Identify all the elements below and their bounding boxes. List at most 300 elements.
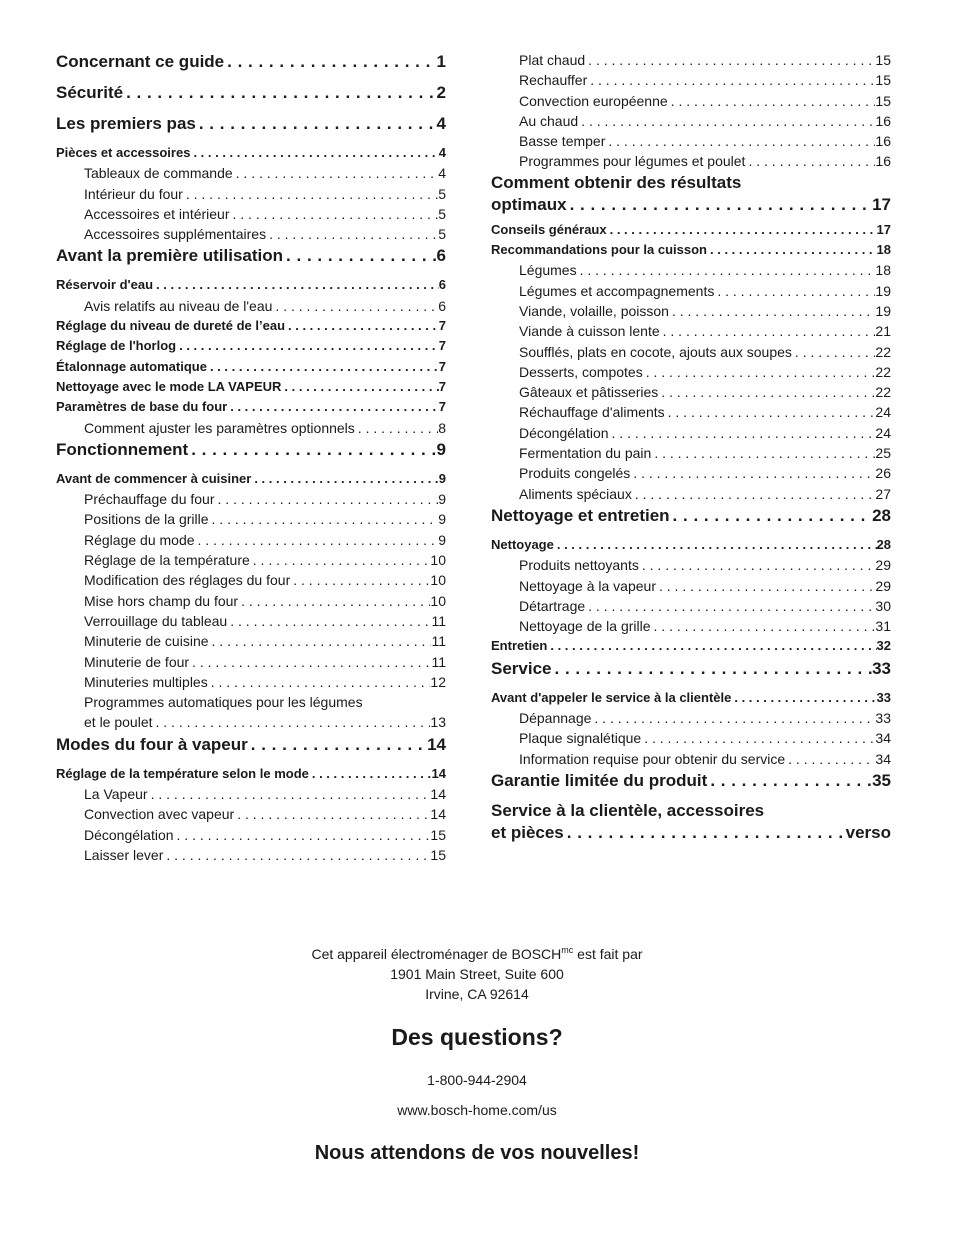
dot-leader bbox=[578, 111, 875, 131]
toc-subsection-title: Minuterie de four bbox=[84, 653, 190, 670]
toc-page-number: 2 bbox=[436, 83, 446, 102]
address-line-1: 1901 Main Street, Suite 600 bbox=[390, 966, 564, 982]
dot-leader bbox=[188, 438, 436, 462]
dot-leader bbox=[230, 204, 439, 224]
dot-leader bbox=[183, 184, 438, 204]
dot-leader bbox=[285, 316, 439, 336]
toc-subsection[interactable] bbox=[56, 825, 446, 845]
toc-subsection[interactable] bbox=[56, 530, 446, 550]
toc-subsection[interactable] bbox=[491, 151, 891, 171]
toc-page-number: 24 bbox=[875, 404, 891, 421]
toc-page-number: 31 bbox=[875, 618, 891, 635]
dot-leader bbox=[665, 402, 876, 422]
toc-section-title: Réglage du niveau de dureté de l’eau bbox=[56, 318, 286, 334]
toc-page-number: 16 bbox=[875, 133, 891, 150]
toc-page-number: 19 bbox=[875, 302, 891, 319]
dot-leader bbox=[227, 397, 439, 417]
manufacturer-line bbox=[0, 940, 954, 964]
toc-page-number: 22 bbox=[875, 384, 891, 401]
toc-subsection[interactable] bbox=[56, 550, 446, 570]
toc-page-number: 16 bbox=[875, 153, 891, 170]
toc-page-number: verso bbox=[845, 822, 891, 842]
dot-leader bbox=[123, 81, 436, 105]
toc-subsection[interactable] bbox=[491, 301, 891, 321]
toc-page-number: 5 bbox=[438, 185, 446, 202]
dot-leader bbox=[248, 733, 427, 757]
manufacturer-text: Cet appareil électroménager de BOSCH bbox=[311, 946, 562, 962]
dot-leader bbox=[190, 143, 438, 163]
toc-page-number: 6 bbox=[438, 277, 446, 293]
toc-page-number: 29 bbox=[875, 557, 891, 574]
dot-leader bbox=[591, 708, 875, 728]
toc-page-number: 18 bbox=[875, 262, 891, 279]
toc-chapter-title: Comment obtenir des résultats bbox=[491, 172, 742, 192]
toc-subsection-title: Nettoyage à la vapeur bbox=[519, 577, 656, 594]
toc-page-number: 18 bbox=[876, 242, 891, 258]
toc-section-title: Réglage de la température selon le mode bbox=[56, 765, 309, 781]
contact-footer bbox=[0, 940, 954, 1165]
toc-page-number: 33 bbox=[875, 710, 891, 727]
toc-subsection-title: Laisser lever bbox=[84, 846, 164, 863]
toc-page-number: 33 bbox=[872, 658, 891, 678]
toc-page-number: 21 bbox=[875, 323, 891, 340]
toc-subsection[interactable] bbox=[56, 631, 446, 651]
toc-chapter[interactable] bbox=[491, 769, 891, 800]
dot-leader bbox=[290, 570, 430, 590]
manufacturer-text-end: est fait par bbox=[573, 946, 643, 962]
dot-leader bbox=[554, 535, 877, 555]
toc-subsection[interactable] bbox=[56, 804, 446, 824]
toc-page-number: 9 bbox=[438, 470, 446, 486]
dot-leader bbox=[668, 91, 876, 111]
toc-page-number: 1 bbox=[436, 52, 446, 71]
dot-leader bbox=[714, 281, 875, 301]
toc-section[interactable] bbox=[491, 636, 891, 656]
toc-page-number: 15 bbox=[430, 826, 446, 843]
dot-leader bbox=[567, 194, 873, 216]
toc-section-title: Avant de commencer à cuisiner bbox=[56, 470, 252, 486]
toc-subsection-title: Fermentation du pain bbox=[519, 445, 652, 462]
toc-subsection[interactable] bbox=[56, 184, 446, 204]
toc-page-number: 5 bbox=[438, 205, 446, 222]
toc-chapter[interactable] bbox=[56, 112, 446, 143]
dot-leader bbox=[630, 463, 875, 483]
dot-leader bbox=[669, 301, 875, 321]
toc-right-column bbox=[491, 50, 891, 848]
toc-subsection-title: Avis relatifs au niveau de l'eau bbox=[84, 297, 273, 314]
toc-subsection-title: Dépannage bbox=[519, 710, 592, 727]
toc-subsection-title: Réglage du mode bbox=[84, 531, 195, 548]
toc-page-number: 26 bbox=[875, 465, 891, 482]
toc-chapter[interactable] bbox=[491, 504, 891, 535]
toc-chapter-title-cont: optimaux bbox=[491, 194, 567, 214]
dot-leader bbox=[607, 220, 877, 240]
toc-chapter-title-cont: et pièces bbox=[491, 822, 564, 842]
dot-leader bbox=[651, 443, 875, 463]
toc-page-number: 33 bbox=[876, 689, 891, 705]
toc-page-number: 17 bbox=[876, 221, 891, 237]
dot-leader bbox=[233, 163, 439, 183]
toc-left-column bbox=[56, 50, 446, 865]
toc-subsection[interactable] bbox=[491, 749, 891, 769]
dot-leader bbox=[153, 712, 431, 732]
dot-leader bbox=[785, 749, 875, 769]
toc-chapter[interactable] bbox=[491, 657, 891, 688]
toc-subsection-title: Décongélation bbox=[84, 826, 174, 843]
toc-subsection-title: Modification des réglages du four bbox=[84, 572, 291, 589]
toc-section[interactable] bbox=[491, 220, 891, 240]
toc-section-title: Avant d'appeler le service à la clientèle bbox=[491, 689, 732, 705]
dot-leader bbox=[281, 377, 438, 397]
toc-subsection-title: Viande à cuisson lente bbox=[519, 323, 660, 340]
toc-subsection-title: Préchauffage du four bbox=[84, 491, 215, 508]
toc-section[interactable] bbox=[56, 377, 446, 397]
dot-leader bbox=[731, 688, 876, 708]
toc-subsection[interactable] bbox=[56, 224, 446, 244]
toc-page-number: 4 bbox=[438, 165, 446, 182]
toc-page-number: 10 bbox=[430, 592, 446, 609]
toc-subsection-title: Convection européenne bbox=[519, 92, 668, 109]
toc-subsection-title: Mise hors champ du four bbox=[84, 592, 239, 609]
toc-page-number: 7 bbox=[438, 378, 446, 394]
toc-subsection[interactable] bbox=[56, 611, 446, 631]
toc-subsection[interactable] bbox=[491, 50, 891, 70]
toc-section[interactable] bbox=[491, 240, 891, 260]
toc-page-number: 12 bbox=[430, 673, 446, 690]
toc-subsection[interactable] bbox=[56, 591, 446, 611]
toc-subsection[interactable] bbox=[56, 652, 446, 672]
toc-entry-continued: Programmes automatiques pour les légumes bbox=[84, 694, 363, 711]
toc-section[interactable] bbox=[56, 469, 446, 489]
toc-subsection-title: Produits congelés bbox=[519, 465, 631, 482]
toc-subsection-title: Nettoyage de la grille bbox=[519, 618, 651, 635]
dot-leader bbox=[632, 484, 876, 504]
toc-subsection[interactable] bbox=[491, 463, 891, 483]
dot-leader bbox=[209, 509, 439, 529]
toc-page-number: 28 bbox=[872, 505, 891, 525]
toc-subsection[interactable] bbox=[491, 131, 891, 151]
toc-chapter-title: Avant la première utilisation bbox=[56, 246, 284, 266]
dot-leader bbox=[224, 50, 436, 74]
toc-subsection[interactable] bbox=[56, 296, 446, 316]
toc-page-number: 34 bbox=[875, 730, 891, 747]
toc-page-number: 16 bbox=[875, 112, 891, 129]
dot-leader bbox=[355, 418, 438, 438]
toc-page-number: 4 bbox=[436, 114, 446, 133]
dot-leader bbox=[547, 636, 876, 656]
dot-leader bbox=[250, 550, 431, 570]
toc-subsection-title: Gâteaux et pâtisseries bbox=[519, 384, 659, 401]
toc-page-number: 24 bbox=[875, 424, 891, 441]
toc-subsection-title: Réglage de la température bbox=[84, 552, 250, 569]
toc-subsection-title: Aliments spéciaux bbox=[519, 485, 632, 502]
toc-subsection-title: Tableaux de commande bbox=[84, 165, 233, 182]
toc-section[interactable] bbox=[56, 357, 446, 377]
toc-subsection-title: Minuteries multiples bbox=[84, 673, 208, 690]
toc-subsection[interactable] bbox=[491, 443, 891, 463]
dot-leader bbox=[148, 784, 431, 804]
toc-page-number: 14 bbox=[430, 786, 446, 803]
toc-section[interactable] bbox=[56, 764, 446, 784]
dot-leader bbox=[585, 596, 875, 616]
toc-chapter-multiline[interactable] bbox=[491, 800, 891, 844]
toc-subsection[interactable] bbox=[56, 845, 446, 865]
toc-chapter-title: Nettoyage et entretien bbox=[491, 505, 670, 525]
toc-chapter-multiline[interactable] bbox=[491, 172, 891, 216]
toc-subsection[interactable] bbox=[491, 91, 891, 111]
dot-leader bbox=[283, 244, 436, 268]
toc-subsection-title: Rechauffer bbox=[519, 72, 588, 89]
toc-page-number: 32 bbox=[876, 638, 891, 654]
toc-chapter[interactable] bbox=[56, 50, 446, 81]
toc-subsection[interactable] bbox=[56, 418, 446, 438]
dot-leader bbox=[196, 112, 437, 136]
toc-page-number: 6 bbox=[438, 297, 446, 314]
dot-leader bbox=[656, 576, 875, 596]
toc-subsection-title: Réchauffage d'aliments bbox=[519, 404, 665, 421]
toc-subsection-title: Détartrage bbox=[519, 597, 586, 614]
toc-section-title: Pièces et accessoires bbox=[56, 145, 191, 160]
dot-leader bbox=[651, 616, 876, 636]
toc-chapter-title: Sécurité bbox=[56, 83, 124, 102]
toc-chapter-title: Service bbox=[491, 658, 552, 678]
questions-heading: Des questions? bbox=[391, 1024, 563, 1050]
toc-subsection[interactable] bbox=[491, 402, 891, 422]
dot-leader bbox=[209, 631, 432, 651]
toc-section-title: Nettoyage avec le mode LA VAPEUR bbox=[56, 378, 282, 394]
toc-subsection[interactable] bbox=[56, 570, 446, 590]
toc-page-number: 10 bbox=[430, 552, 446, 569]
dot-leader bbox=[660, 321, 876, 341]
toc-subsection[interactable] bbox=[491, 576, 891, 596]
toc-subsection-title: Verrouillage du tableau bbox=[84, 612, 228, 629]
toc-chapter-title: Fonctionnement bbox=[56, 439, 189, 459]
toc-page-number: 34 bbox=[875, 750, 891, 767]
toc-subsection-title: Positions de la grille bbox=[84, 511, 209, 528]
toc-page-number: 29 bbox=[875, 577, 891, 594]
toc-chapter[interactable] bbox=[56, 244, 446, 275]
toc-chapter-title: Service à la clientèle, accessoires bbox=[491, 800, 765, 820]
dot-leader bbox=[577, 260, 876, 280]
toc-section[interactable] bbox=[56, 316, 446, 336]
toc-subsection-title: Accessoires et intérieur bbox=[84, 205, 230, 222]
toc-subsection[interactable] bbox=[491, 728, 891, 748]
toc-page-number: 27 bbox=[875, 485, 891, 502]
dot-leader bbox=[174, 825, 431, 845]
dot-leader bbox=[658, 382, 875, 402]
toc-subsection-title: Produits nettoyants bbox=[519, 557, 639, 574]
toc-subsection[interactable] bbox=[491, 596, 891, 616]
address-line-2: Irvine, CA 92614 bbox=[425, 986, 529, 1002]
toc-subsection[interactable] bbox=[491, 111, 891, 131]
toc-chapter[interactable] bbox=[56, 81, 446, 112]
toc-subsection[interactable] bbox=[491, 555, 891, 575]
toc-page-number: 22 bbox=[875, 343, 891, 360]
toc-subsection-title: Intérieur du four bbox=[84, 185, 183, 202]
toc-subsection-title: Programmes pour légumes et poulet bbox=[519, 153, 746, 170]
toc-subsection[interactable] bbox=[56, 489, 446, 509]
toc-page-number: 15 bbox=[875, 92, 891, 109]
toc-page-number: 15 bbox=[875, 72, 891, 89]
dot-leader bbox=[153, 275, 439, 295]
toc-section[interactable] bbox=[491, 688, 891, 708]
toc-page-number: 11 bbox=[431, 633, 446, 650]
toc-subsection[interactable] bbox=[56, 672, 446, 692]
dot-leader bbox=[707, 769, 872, 793]
toc-chapter-title: Concernant ce guide bbox=[56, 52, 225, 71]
toc-subsection[interactable] bbox=[491, 70, 891, 90]
dot-leader bbox=[309, 764, 432, 784]
toc-subsection[interactable] bbox=[56, 509, 446, 529]
toc-section-title: Nettoyage bbox=[491, 536, 554, 552]
toc-page-number: 7 bbox=[438, 358, 446, 374]
toc-section-title: Entretien bbox=[491, 638, 548, 654]
dot-leader bbox=[552, 657, 873, 681]
toc-section[interactable] bbox=[56, 143, 446, 163]
toc-subsection[interactable] bbox=[491, 281, 891, 301]
toc-page-number: 17 bbox=[872, 194, 891, 214]
toc-section[interactable] bbox=[56, 397, 446, 417]
toc-page-number: 11 bbox=[431, 612, 446, 629]
toc-subsection-title: et le poulet bbox=[84, 714, 153, 731]
toc-subsection-title: Légumes et accompagnements bbox=[519, 282, 715, 299]
toc-subsection[interactable] bbox=[491, 382, 891, 402]
toc-subsection[interactable] bbox=[491, 362, 891, 382]
toc-subsection[interactable] bbox=[491, 484, 891, 504]
toc-section-title: Réglage de l'horlog bbox=[56, 338, 177, 354]
toc-subsection[interactable] bbox=[56, 204, 446, 224]
toc-page-number: 35 bbox=[872, 770, 891, 790]
toc-chapter-title: Garantie limitée du produit bbox=[491, 770, 708, 790]
toc-page-number: 4 bbox=[438, 145, 446, 160]
toc-section[interactable] bbox=[56, 275, 446, 295]
dot-leader bbox=[266, 224, 438, 244]
dot-leader bbox=[707, 240, 877, 260]
dot-leader bbox=[189, 652, 431, 672]
toc-subsection[interactable] bbox=[491, 616, 891, 636]
dot-leader bbox=[641, 728, 875, 748]
toc-subsection[interactable] bbox=[56, 784, 446, 804]
toc-subsection-title: Desserts, compotes bbox=[519, 363, 643, 380]
dot-leader bbox=[234, 804, 430, 824]
toc-page-number: 14 bbox=[430, 806, 446, 823]
toc-subsection-title: Plat chaud bbox=[519, 52, 586, 68]
dot-leader bbox=[587, 70, 875, 90]
toc-page-number: 22 bbox=[875, 363, 891, 380]
toc-page-number: 25 bbox=[875, 445, 891, 462]
toc-page-number: 8 bbox=[438, 419, 446, 436]
toc-subsection-title: Comment ajuster les paramètres optionnels bbox=[84, 419, 355, 436]
toc-page-number: 30 bbox=[875, 597, 891, 614]
toc-page-number: 14 bbox=[427, 734, 446, 754]
toc-subsection-title: Convection avec vapeur bbox=[84, 806, 235, 823]
toc-subsection-title: Légumes bbox=[519, 262, 577, 279]
dot-leader bbox=[251, 469, 438, 489]
dot-leader bbox=[195, 530, 439, 550]
toc-page-number: 6 bbox=[436, 246, 446, 266]
toc-page-number: 9 bbox=[438, 511, 446, 528]
toc-page-number: 7 bbox=[438, 318, 446, 334]
toc-subsection-title: Viande, volaille, poisson bbox=[519, 302, 669, 319]
toc-chapter-row bbox=[491, 822, 891, 844]
dot-leader bbox=[238, 591, 430, 611]
dot-leader bbox=[792, 342, 876, 362]
toc-chapter[interactable] bbox=[56, 733, 446, 764]
toc-subsection-title: Soufflés, plats en cocote, ajouts aux soupes bbox=[519, 343, 792, 360]
dot-leader bbox=[564, 822, 846, 844]
toc-subsection-title: Minuterie de cuisine bbox=[84, 633, 209, 650]
toc-page-number: 19 bbox=[875, 282, 891, 299]
toc-subsection-title: Accessoires supplémentaires bbox=[84, 226, 267, 243]
toc-subsection-title: Basse temper bbox=[519, 133, 606, 150]
toc-section-title: Paramètres de base du four bbox=[56, 399, 228, 415]
dot-leader bbox=[215, 489, 439, 509]
dot-leader bbox=[163, 845, 430, 865]
dot-leader bbox=[643, 362, 876, 382]
toc-chapter-row bbox=[491, 194, 891, 216]
toc-page-number: 11 bbox=[431, 653, 446, 670]
toc-section-title: Recommandations pour la cuisson bbox=[491, 242, 707, 258]
trademark-sup: mc bbox=[561, 945, 574, 955]
toc-subsection-title: Information requise pour obtenir du service bbox=[519, 750, 786, 767]
toc-subsection-title: Décongélation bbox=[519, 424, 609, 441]
dot-leader bbox=[609, 423, 876, 443]
dot-leader bbox=[207, 357, 439, 377]
toc-page-number: 9 bbox=[438, 491, 446, 508]
toc-chapter[interactable] bbox=[56, 438, 446, 469]
toc-page-number: 15 bbox=[875, 52, 891, 68]
website-link[interactable]: www.bosch-home.com/us bbox=[397, 1102, 557, 1118]
toc-chapter-title: Les premiers pas bbox=[56, 114, 196, 133]
toc-section-title: Réservoir d'eau bbox=[56, 277, 154, 293]
toc-page-number: 5 bbox=[438, 226, 446, 243]
toc-page-number: 9 bbox=[436, 439, 446, 459]
dot-leader bbox=[272, 296, 438, 316]
toc-subsection-title: La Vapeur bbox=[84, 786, 148, 803]
toc-chapter-title: Modes du four à vapeur bbox=[56, 734, 248, 754]
toc-section[interactable] bbox=[56, 336, 446, 356]
toc-page-number: 13 bbox=[430, 714, 446, 731]
toc-section-title: Conseils généraux bbox=[491, 221, 607, 237]
dot-leader bbox=[208, 672, 431, 692]
toc-page-number: 7 bbox=[438, 338, 446, 354]
toc-subsection[interactable] bbox=[56, 163, 446, 183]
dot-leader bbox=[639, 555, 876, 575]
dot-leader bbox=[176, 336, 439, 356]
dot-leader bbox=[585, 50, 875, 70]
toc-page-number: 10 bbox=[430, 572, 446, 589]
toc-subsection-title: Au chaud bbox=[519, 112, 579, 129]
toc-page-number: 14 bbox=[431, 765, 446, 781]
toc-subsection[interactable] bbox=[491, 260, 891, 280]
toc-page-number: 9 bbox=[438, 531, 446, 548]
toc-section[interactable] bbox=[491, 535, 891, 555]
closing-message: Nous attendons de vos nouvelles! bbox=[314, 1142, 640, 1164]
dot-leader bbox=[745, 151, 875, 171]
dot-leader bbox=[227, 611, 431, 631]
toc-subsection[interactable] bbox=[56, 712, 446, 732]
dot-leader bbox=[605, 131, 875, 151]
dot-leader bbox=[670, 504, 873, 528]
toc-page-number: 7 bbox=[438, 399, 446, 415]
toc-subsection[interactable] bbox=[491, 423, 891, 443]
toc-subsection[interactable] bbox=[491, 321, 891, 341]
phone-number[interactable]: 1-800-944-2904 bbox=[427, 1072, 527, 1088]
toc-subsection[interactable] bbox=[491, 708, 891, 728]
toc-subsection[interactable] bbox=[491, 342, 891, 362]
toc-page-number: 15 bbox=[430, 846, 446, 863]
toc-section-title: Étalonnage automatique bbox=[56, 358, 207, 374]
